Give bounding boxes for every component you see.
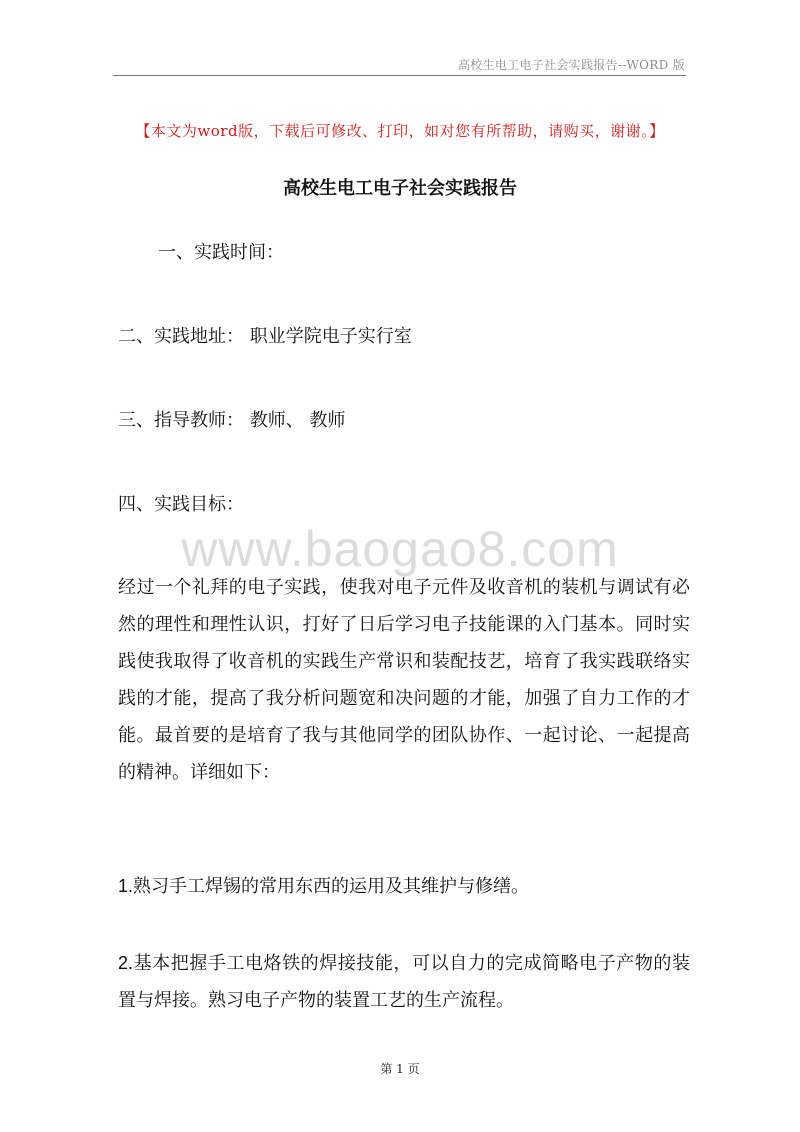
list-item-2-text: 基本把握手工电烙铁的焊接技能，可以自力的完成简略电子产物的装置与焊接。熟习电子产物的装置工艺的生产流程。 — [118, 953, 690, 1011]
document-title: 高校生电工电子社会实践报告 — [283, 178, 517, 199]
page-number: 第 1 页 — [380, 1062, 420, 1076]
list-item-1-number: 1. — [118, 876, 134, 896]
body-paragraph: 经过一个礼拜的电子实践，使我对电子元件及收音机的装机与调试有必然的理性和理性认识，打好了日后学习电子技能课的入门基本。同时实践使我取得了收音机的实践生产常识和装配技艺，培育了我实践联络实践的才能，提高了我分析问题宽和决问题的才能，加强了自力工作的才能。最首要的是培育了我与其他同学的团队协作、一起讨论、一起提高的精神。详细如下： — [118, 577, 690, 783]
list-item-1-text: 熟习手工焊锡的常用东西的运用及其维护与修缮。 — [133, 876, 530, 897]
list-item-2-number: 2. — [118, 953, 134, 973]
running-header: 高校生电工电子社会实践报告--WORD 版 — [457, 58, 685, 72]
watermark-url: www.baogao8.com — [181, 521, 619, 577]
section-practice-time: 一、实践时间： — [158, 242, 284, 263]
header-divider — [113, 75, 686, 76]
section-practice-goals: 四、实践目标： — [118, 494, 244, 515]
list-item-1 — [118, 868, 690, 905]
purchase-notice: 【本文为word版，下载后可修改、打印，如对您有所帮助，请购买，谢谢。】 — [135, 122, 665, 140]
list-item-2 — [118, 945, 690, 1019]
section-instructors: 三、指导教师： 教师、 教师 — [118, 410, 346, 431]
section-practice-location: 二、实践地址： 职业学院电子实行室 — [118, 326, 412, 347]
